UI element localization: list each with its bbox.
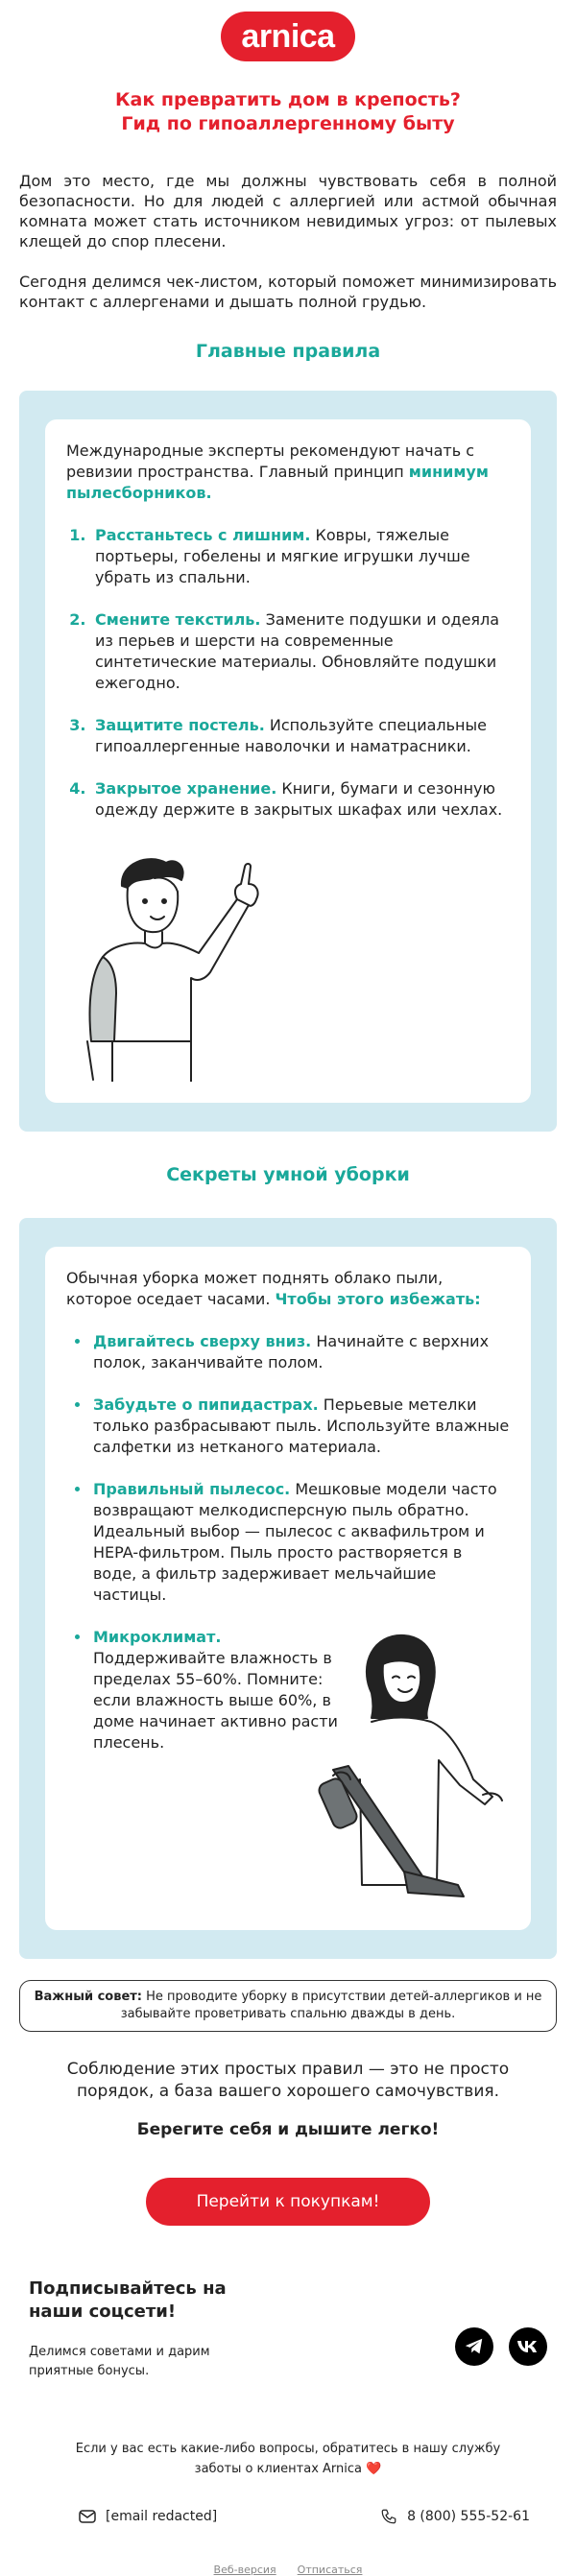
list-item — [91, 609, 510, 694]
tip-title: Забудьте о пипидастрах. — [93, 1395, 319, 1414]
rules-card — [45, 419, 531, 1103]
rule-text: Замените подушки и одеяла из перьев и шерсти на современные синтетические материалы. Обновляйте подушки ежегодно. — [95, 610, 500, 692]
intro-paragraph-1: Дом это место, где мы должны чувствовать себя в полной безопасности. Но для людей с аллергией или астмой обычная комната может стать источником невидимых угроз: от пылевых клещей до спор плесени. — [19, 172, 557, 250]
unsubscribe-link[interactable]: Отписаться — [297, 2564, 363, 2576]
phone-contact[interactable] — [380, 2508, 530, 2525]
contacts — [79, 2508, 530, 2525]
rule-title: Расстаньтесь с лишним. — [95, 526, 311, 544]
phone-icon — [380, 2508, 397, 2525]
list-item — [91, 525, 510, 588]
list-item — [91, 1395, 510, 1458]
cta-wrap — [0, 2178, 576, 2226]
email-contact[interactable] — [79, 2508, 217, 2525]
cleaning-panel — [19, 1218, 557, 1959]
header — [0, 0, 576, 73]
rules-section-title: Главные правила — [195, 341, 381, 362]
note-label: Важный совет: — [34, 1990, 142, 2004]
man-pointing-up-illustration — [74, 849, 295, 1082]
rule-text: Используйте специальные гипоаллергенные наволочки и наматрасники. — [95, 716, 487, 755]
woman-vacuuming-illustration — [304, 1626, 508, 1909]
rules-lead-accent: минимум пылесборников. — [66, 463, 489, 502]
tip-title: Микроклимат. — [93, 1628, 222, 1646]
rule-text: Книги, бумаги и сезонную одежду держите в закрытых шкафах или чехлах. — [95, 779, 503, 819]
intro-paragraph-2: Сегодня делимся чек-листом, который поможет минимизировать контакт с аллергенами и дышать полной грудью. — [19, 273, 557, 311]
rules-panel — [19, 391, 557, 1132]
list-item — [91, 1331, 510, 1373]
rules-lead — [66, 441, 510, 504]
phone-text: 8 (800) 555-52-61 — [407, 2509, 530, 2524]
email-text: [email redacted] — [106, 2509, 218, 2524]
tip-text: Поддерживайте влажность в пределах 55–60%. Помните: если влажность выше 60%, в доме начинает активно расти плесень. — [93, 1649, 338, 1752]
social-text — [29, 2278, 259, 2381]
tip-title: Двигайтесь сверху вниз. — [93, 1332, 312, 1350]
rule-title: Закрытое хранение. — [95, 779, 277, 798]
tip-text: Мешковые модели часто возвращают мелкодисперсную пыль обратно. Идеальный выбор — пылесос с аквафильтром и HEPA-фильтром. Пыль просто растворяется в воде, а фильтр задерживает мельчайшие частицы. — [93, 1480, 497, 1604]
rule-title: Защитите постель. — [95, 716, 265, 734]
cleaning-lead-text: Обычная уборка может поднять облако пыли, которое оседает часами. — [66, 1269, 444, 1308]
outro-text: Соблюдение этих простых правил — это не просто порядок, а база вашего хорошего самочувствия. — [66, 2060, 510, 2101]
note-text: Не проводите уборку в присутствии детей-аллергиков и не забывайте проветривать спальню дважды в день. — [120, 1990, 542, 2021]
list-item — [91, 778, 510, 821]
arnica-logo[interactable]: arnica — [221, 12, 355, 61]
mail-icon — [79, 2510, 96, 2523]
social-desc: Делимся советами и дарим приятные бонусы. — [29, 2345, 210, 2378]
cleaning-lead-accent: Чтобы этого избежать: — [275, 1290, 481, 1308]
web-version-link[interactable]: Веб-версия — [213, 2564, 276, 2576]
title-line-2: Гид по гипоаллергенному быту — [121, 113, 455, 134]
social-block — [29, 2278, 547, 2381]
intro — [19, 171, 557, 312]
rules-list — [66, 525, 510, 821]
rule-title: Смените текстиль. — [95, 610, 261, 629]
outro-bold-text: Берегите себя и дышите легко! — [136, 2120, 440, 2139]
social-title: Подписывайтесь на наши соцсети! — [29, 2278, 227, 2322]
vk-icon[interactable] — [509, 2327, 547, 2366]
important-note — [19, 1980, 557, 2032]
list-item — [91, 715, 510, 757]
rules-lead-text: Международные эксперты рекомендуют начать с ревизии пространства. Главный принцип — [66, 441, 475, 481]
social-icons — [455, 2327, 547, 2366]
telegram-icon[interactable] — [455, 2327, 493, 2366]
cleaning-section-title: Секреты умной уборки — [166, 1164, 410, 1185]
tip-title: Правильный пылесос. — [93, 1480, 291, 1498]
page-title — [29, 88, 547, 136]
title-line-1: Как превратить дом в крепость? — [115, 89, 461, 110]
cleaning-lead — [66, 1268, 510, 1310]
list-item — [91, 1479, 510, 1606]
footer-links — [0, 2564, 576, 2576]
tip-text: Начинайте с верхних полок, заканчивайте полом. — [93, 1332, 490, 1371]
tip-text: Перьевые метелки только разбрасывают пыль. Используйте влажные салфетки из нетканого материала. — [93, 1395, 510, 1456]
shop-button[interactable]: Перейти к покупкам! — [146, 2178, 430, 2226]
rule-text: Ковры, тяжелые портьеры, гобелены и мягкие игрушки лучше убрать из спальни. — [95, 526, 470, 586]
cleaning-card — [45, 1247, 531, 1930]
contact-text: Если у вас есть какие-либо вопросы, обратитесь в нашу службу заботы о клиентах Arnica ❤️ — [75, 2442, 501, 2476]
